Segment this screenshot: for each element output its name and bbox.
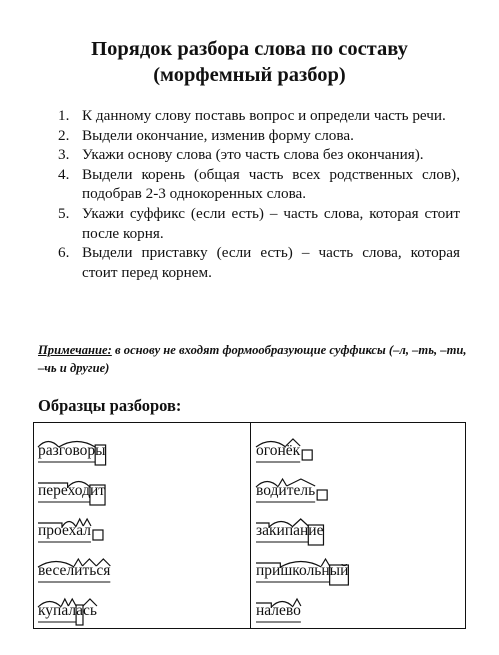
step-item xyxy=(58,126,460,146)
step-text: Выдели приставку (если есть) – часть слова, которая стоит перед корнем. xyxy=(82,244,460,281)
title-line-2: (морфемный разбор) xyxy=(153,64,346,86)
step-text: Укажи основу слова (это часть слова без окончания). xyxy=(82,146,424,164)
step-item xyxy=(58,106,460,126)
sample-word xyxy=(38,551,110,591)
step-text: Выдели корень (общая часть всех родственных слов), подобрав 2-3 однокоренных слова. xyxy=(82,165,460,203)
steps-list xyxy=(58,106,460,282)
samples-left-column xyxy=(38,431,110,631)
sample-word-text: проехал xyxy=(38,522,91,539)
step-item xyxy=(58,204,460,243)
note-text: в основу не входят формообразующие суффиксы (–л, –ть, –ти, –чь и другие) xyxy=(38,343,467,375)
sample-word xyxy=(38,511,110,551)
step-number: 4. xyxy=(58,165,70,183)
step-number: 3. xyxy=(58,146,70,164)
zero-ending-mark xyxy=(93,530,103,540)
step-number: 2. xyxy=(58,126,70,144)
sample-word xyxy=(256,511,348,551)
samples-title: Образцы разборов: xyxy=(38,396,182,415)
step-item xyxy=(58,165,460,204)
page-title xyxy=(0,36,499,88)
step-item xyxy=(58,145,460,165)
sample-word xyxy=(256,431,348,471)
samples-table xyxy=(33,422,466,629)
sample-word xyxy=(38,431,110,471)
sample-word-text: огонёк xyxy=(256,442,301,459)
sample-word-text: купалась xyxy=(38,602,97,619)
sample-word-text: веселиться xyxy=(38,562,111,579)
step-text: К данному слову поставь вопрос и определи часть речи. xyxy=(82,107,446,124)
step-text: Укажи суффикс (если есть) – часть слова, которая стоит после корня. xyxy=(82,204,460,242)
step-item xyxy=(58,243,460,282)
column-divider xyxy=(250,423,251,628)
sample-word xyxy=(38,591,110,631)
zero-ending-mark xyxy=(317,490,327,500)
sample-word-text: закипание xyxy=(256,522,324,539)
samples-right-column xyxy=(256,431,348,631)
note xyxy=(38,341,468,377)
sample-word-text: водитель xyxy=(256,482,316,499)
sample-word xyxy=(256,591,348,631)
sample-word-text: налево xyxy=(256,602,301,619)
step-text: Выдели окончание, изменив форму слова. xyxy=(82,126,354,144)
note-label: Примечание: xyxy=(38,343,112,357)
title-line-1: Порядок разбора слова по составу xyxy=(91,38,408,60)
step-number: 6. xyxy=(58,244,70,262)
zero-ending-mark xyxy=(302,450,312,460)
step-number: 5. xyxy=(58,204,70,222)
sample-word xyxy=(256,471,348,511)
step-number: 1. xyxy=(58,107,70,124)
sample-word-text: разговоры xyxy=(38,442,106,459)
sample-word xyxy=(256,551,348,591)
sample-word xyxy=(38,471,110,511)
sample-word-text: пришкольный xyxy=(256,562,349,579)
sample-word-text: переходит xyxy=(38,482,106,499)
